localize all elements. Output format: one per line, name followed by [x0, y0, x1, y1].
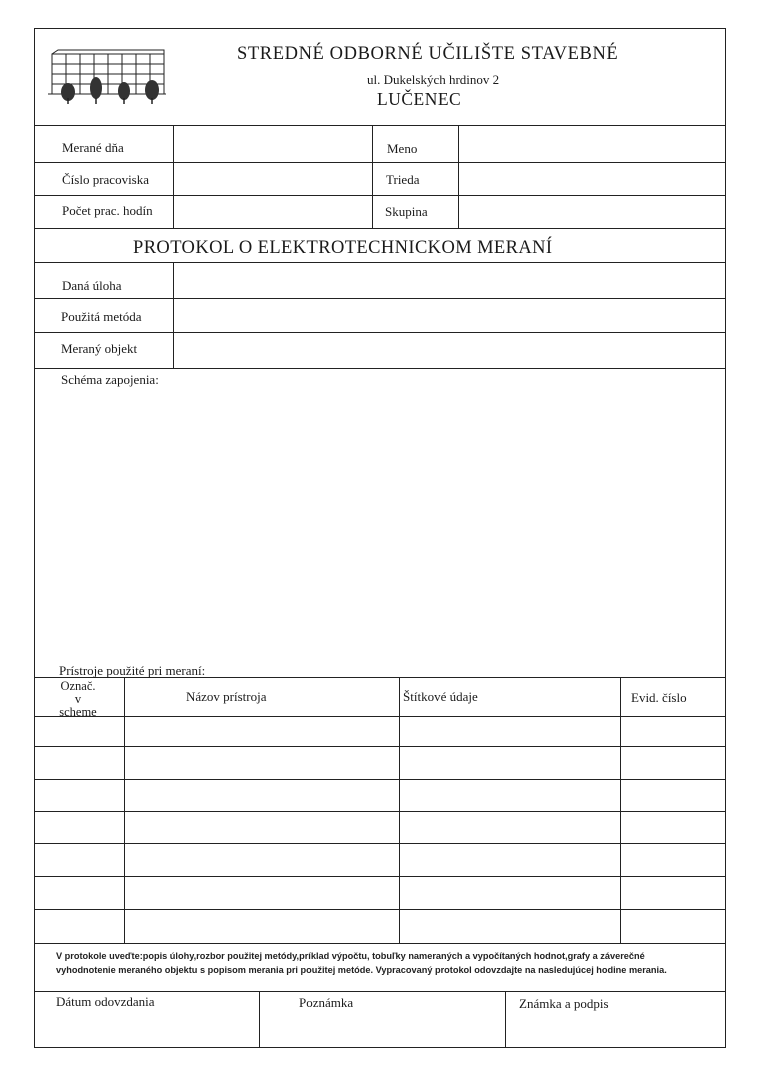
- divider: [34, 779, 726, 780]
- note-line-1: V protokole uveďte:popis úlohy,rozbor použitej metódy,príklad výpočtu, tobuľky nameraných a vypočítaných hodnot,grafy a záverečné: [56, 951, 645, 961]
- divider: [34, 716, 726, 717]
- divider: [124, 677, 125, 943]
- trieda-label: Trieda: [386, 172, 420, 187]
- divider: [34, 298, 726, 299]
- divider: [34, 368, 726, 369]
- cislo-pracoviska-label: Číslo pracoviska: [62, 172, 150, 187]
- divider: [34, 195, 726, 196]
- divider: [173, 125, 174, 228]
- poznamka-label: Poznámka: [299, 995, 354, 1010]
- divider: [34, 746, 726, 747]
- pocet-hodin-label: Počet prac. hodín: [62, 203, 153, 218]
- divider: [34, 125, 726, 126]
- divider: [34, 228, 726, 229]
- divider: [372, 125, 373, 228]
- divider: [505, 991, 506, 1048]
- merane-dna-label: Merané dňa: [62, 140, 124, 155]
- schema-label: Schéma zapojenia:: [61, 372, 159, 387]
- note-line-2: vyhodnotenie meraného objektu s popisom merania pri použitej metóde. Vypracovaný protokol odovzdajte na nasledujúcej hodine merania.: [56, 965, 667, 975]
- divider: [34, 811, 726, 812]
- dana-uloha-label: Daná úloha: [62, 278, 122, 293]
- school-city: LUČENEC: [377, 89, 462, 109]
- divider: [259, 991, 260, 1048]
- divider: [34, 876, 726, 877]
- divider: [34, 843, 726, 844]
- divider: [34, 262, 726, 263]
- school-name: STREDNÉ ODBORNÉ UČILIŠTE STAVEBNÉ: [237, 44, 619, 64]
- divider: [34, 991, 726, 992]
- divider: [34, 332, 726, 333]
- divider: [34, 909, 726, 910]
- col-oznac-line1: Označ.: [60, 679, 96, 693]
- school-building-icon: [46, 48, 168, 106]
- instruments-label: Prístroje použité pri meraní:: [59, 663, 206, 678]
- divider: [399, 677, 400, 943]
- divider: [173, 262, 174, 368]
- divider: [34, 162, 726, 163]
- col-oznac-header: [40, 680, 116, 719]
- datum-label: Dátum odovzdania: [56, 994, 155, 1009]
- merany-objekt-label: Meraný objekt: [61, 341, 138, 356]
- pouzita-metoda-label: Použitá metóda: [61, 309, 142, 324]
- znamka-label: Známka a podpis: [519, 996, 609, 1011]
- col-evid-header: Evid. číslo: [631, 690, 687, 705]
- meno-label: Meno: [387, 141, 418, 156]
- divider: [458, 125, 459, 228]
- divider: [620, 677, 621, 943]
- col-oznac-line3: scheme: [59, 705, 97, 719]
- col-nazov-header: Názov prístroja: [186, 689, 267, 704]
- col-oznac-line2: v: [74, 692, 82, 706]
- skupina-label: Skupina: [385, 204, 428, 219]
- school-street: ul. Dukelských hrdinov 2: [367, 72, 500, 87]
- col-stitkove-header: Štítkové údaje: [403, 689, 478, 704]
- protocol-title: PROTOKOL O ELEKTROTECHNICKOM MERANÍ: [133, 238, 553, 258]
- divider: [34, 943, 726, 944]
